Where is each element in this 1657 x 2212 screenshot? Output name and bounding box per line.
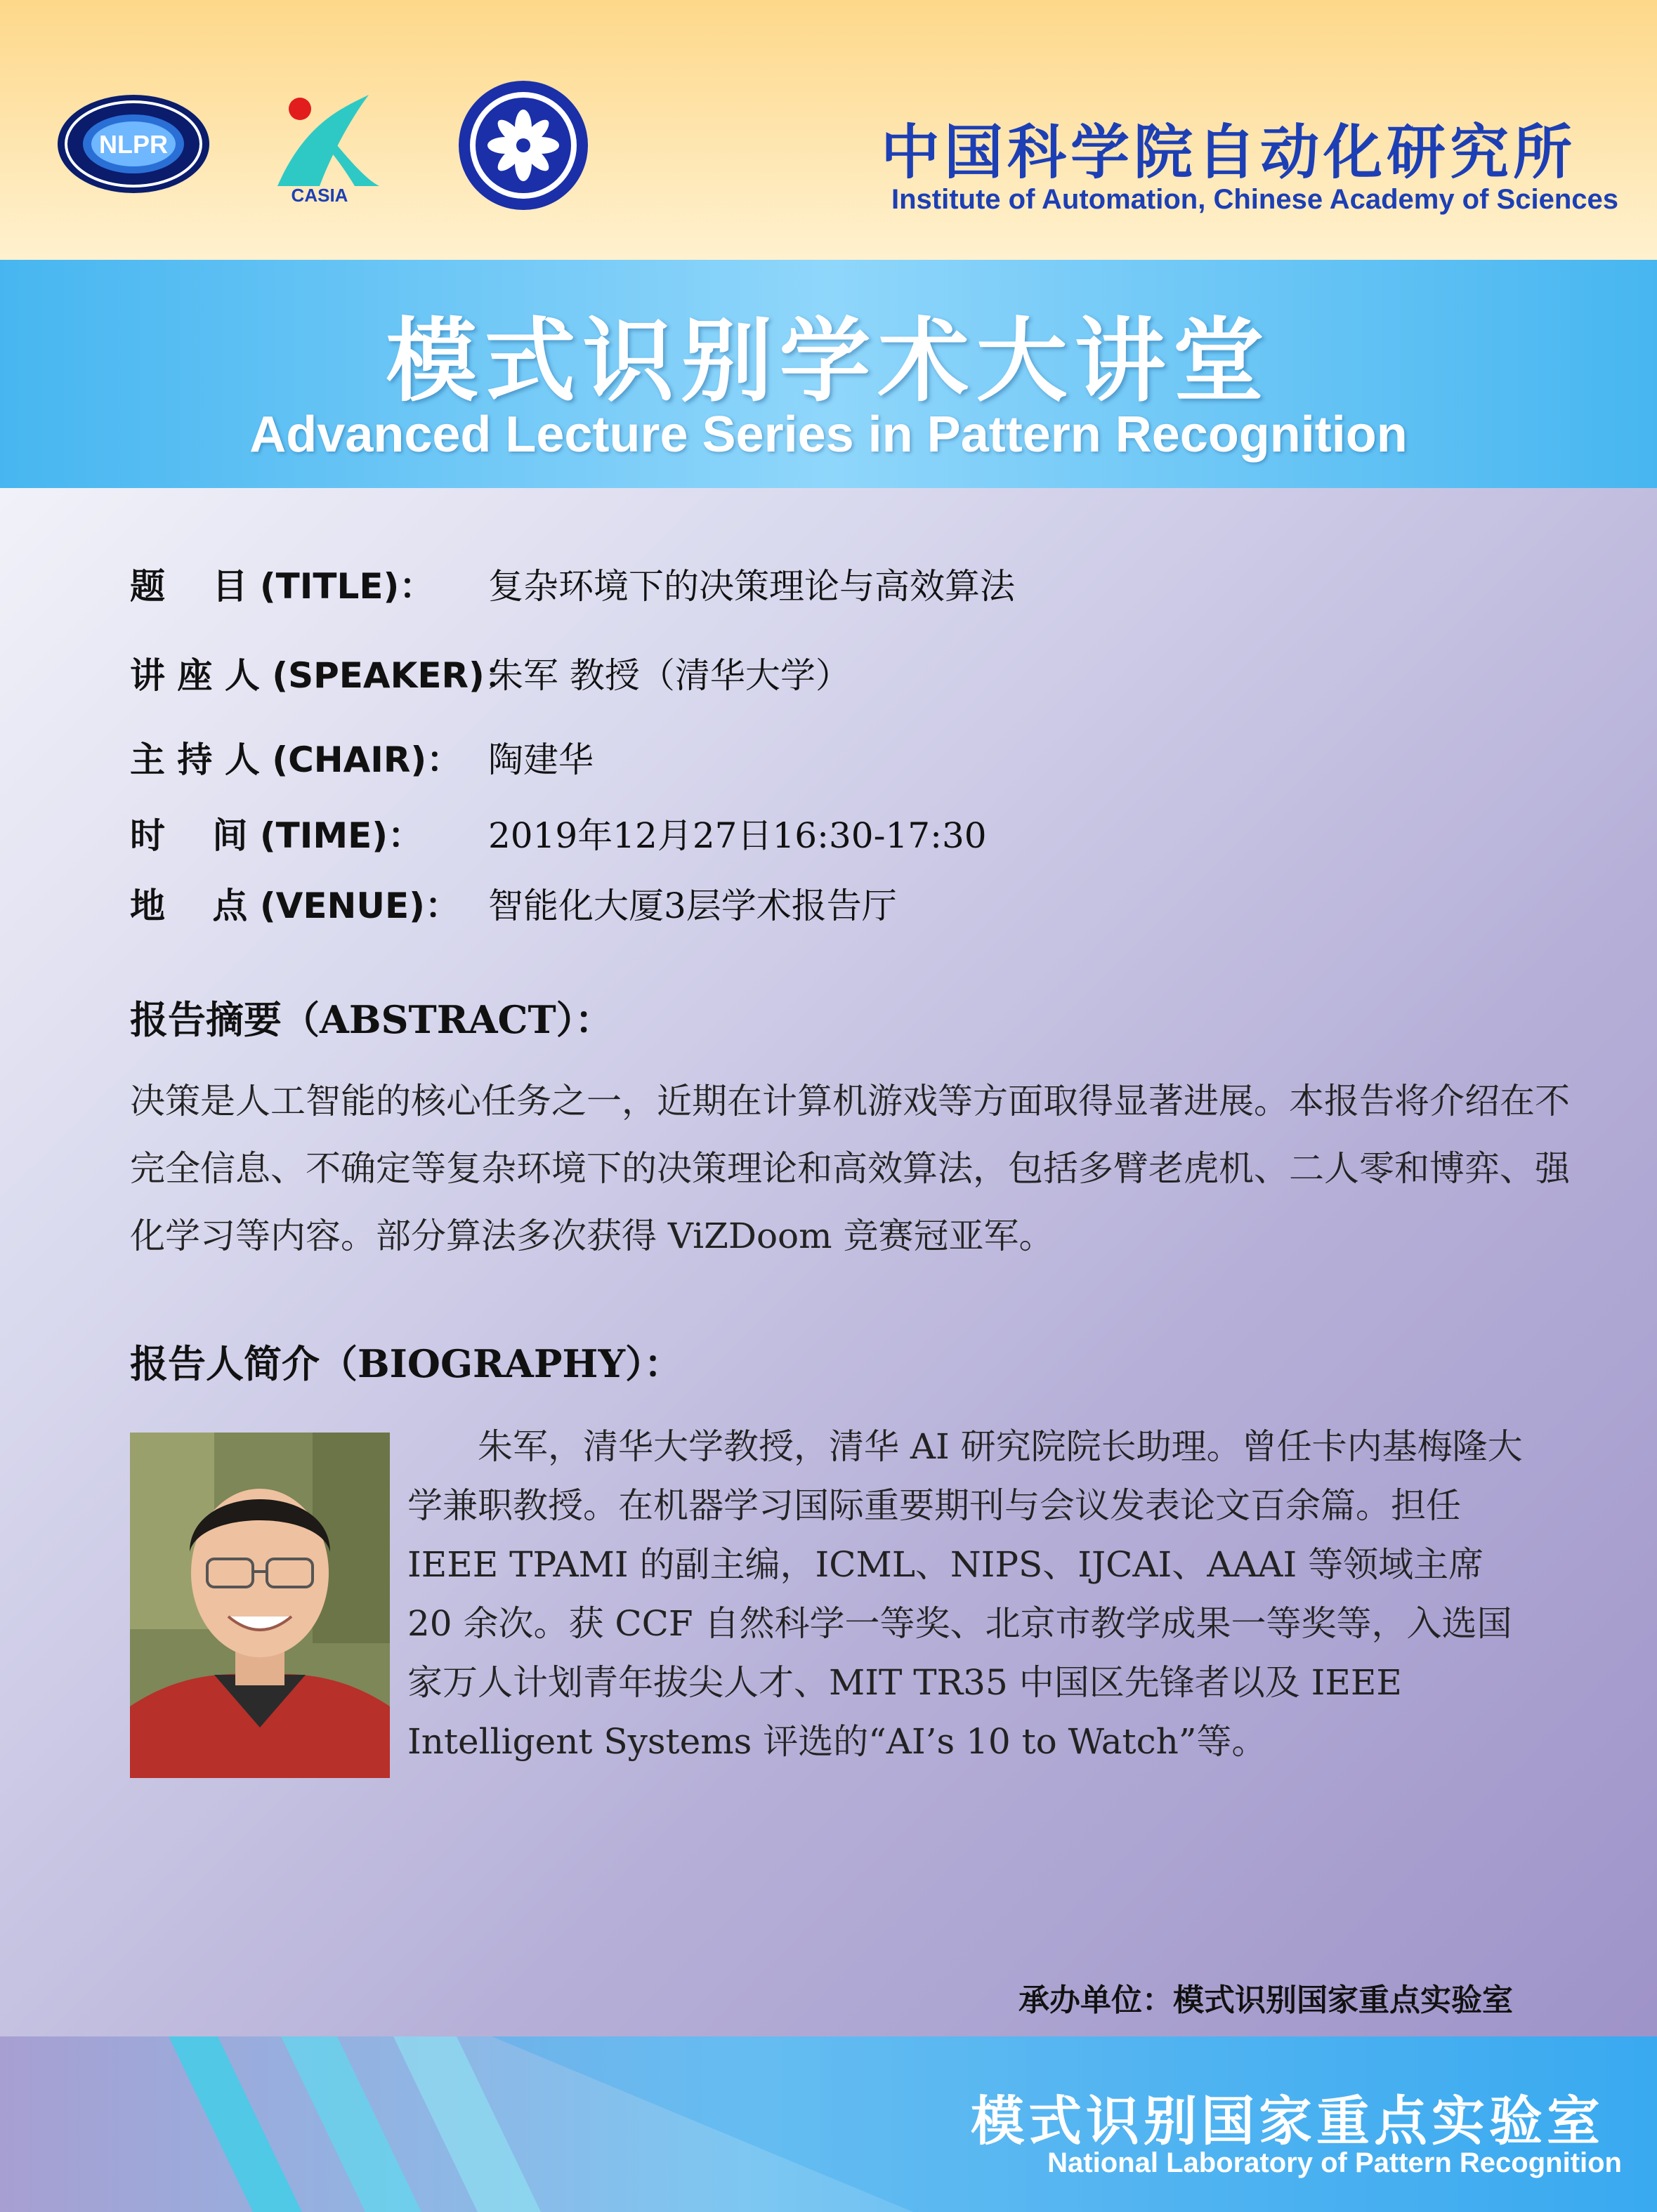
series-title-en: Advanced Lecture Series in Pattern Recognition	[249, 407, 1408, 463]
info-value: 复杂环境下的决策理论与高效算法	[488, 566, 1015, 607]
biography-heading: 报告人简介（BIOGRAPHY）：	[130, 1341, 683, 1386]
info-value: 陶建华	[488, 739, 594, 780]
institute-name-en: Institute of Automation, Chinese Academy of Sciences	[891, 184, 1618, 215]
svg-text:NLPR: NLPR	[99, 130, 168, 159]
casia-logo	[263, 81, 390, 207]
info-value: 2019年12月27日16:30-17:30	[488, 815, 987, 856]
info-value: 智能化大厦3层学术报告厅	[488, 886, 897, 926]
info-label: 地 点 (VENUE)：	[130, 886, 460, 926]
info-row-speaker	[130, 647, 851, 698]
biography-text: 朱军，清华大学教授，清华 AI 研究院院长助理。曾任卡内基梅隆大学兼职教授。在机器学习国际重要期刊与会议发表论文百余篇。担任 IEEE TPAMI 的副主编，ICML、NIPS、IJCAI、AAAI 等领域主席 20 余次。获 CCF 自然科学一等奖、北京市教学成果一等奖等，入选国家万人计划青年拔尖人才、MIT TR35 中国区先锋者以及 IEEE Intelligent Systems 评选的“AI’s 10 to Watch”等。	[407, 1426, 1523, 1762]
nlpr-logo	[55, 91, 213, 197]
info-row-chair	[130, 732, 594, 782]
lab-name-en: National Laboratory of Pattern Recognition	[1047, 2147, 1622, 2178]
info-row-title	[130, 558, 1015, 609]
svg-text:CASIA: CASIA	[291, 185, 348, 206]
speaker-photo	[130, 1433, 390, 1778]
info-label: 讲 座 人 (SPEAKER)：	[130, 655, 520, 696]
organizer-text: 承办单位：模式识别国家重点实验室	[1019, 1982, 1513, 2018]
lab-name-cn: 模式识别国家重点实验室	[971, 2090, 1604, 2152]
info-label: 主 持 人 (CHAIR)：	[130, 739, 462, 780]
institute-name-cn: 中国科学院自动化研究所	[880, 118, 1576, 187]
info-row-time	[130, 808, 987, 858]
abstract-heading: 报告摘要（ABSTRACT）：	[130, 997, 613, 1042]
info-value: 朱军 教授（清华大学）	[488, 655, 851, 696]
cas-logo	[457, 79, 590, 212]
abstract-text: 决策是人工智能的核心任务之一，近期在计算机游戏等方面取得显著进展。本报告将介绍在不完全信息、不确定等复杂环境下的决策理论和高效算法，包括多臂老虎机、二人零和博弈、强化学习等内容。部分算法多次获得 ViZDoom 竞赛冠亚军。	[130, 1081, 1570, 1256]
info-label: 题 目 (TITLE)：	[130, 566, 435, 607]
info-row-venue	[130, 878, 897, 928]
info-label: 时 间 (TIME)：	[130, 815, 424, 856]
series-title-cn: 模式识别学术大讲堂	[386, 308, 1271, 414]
